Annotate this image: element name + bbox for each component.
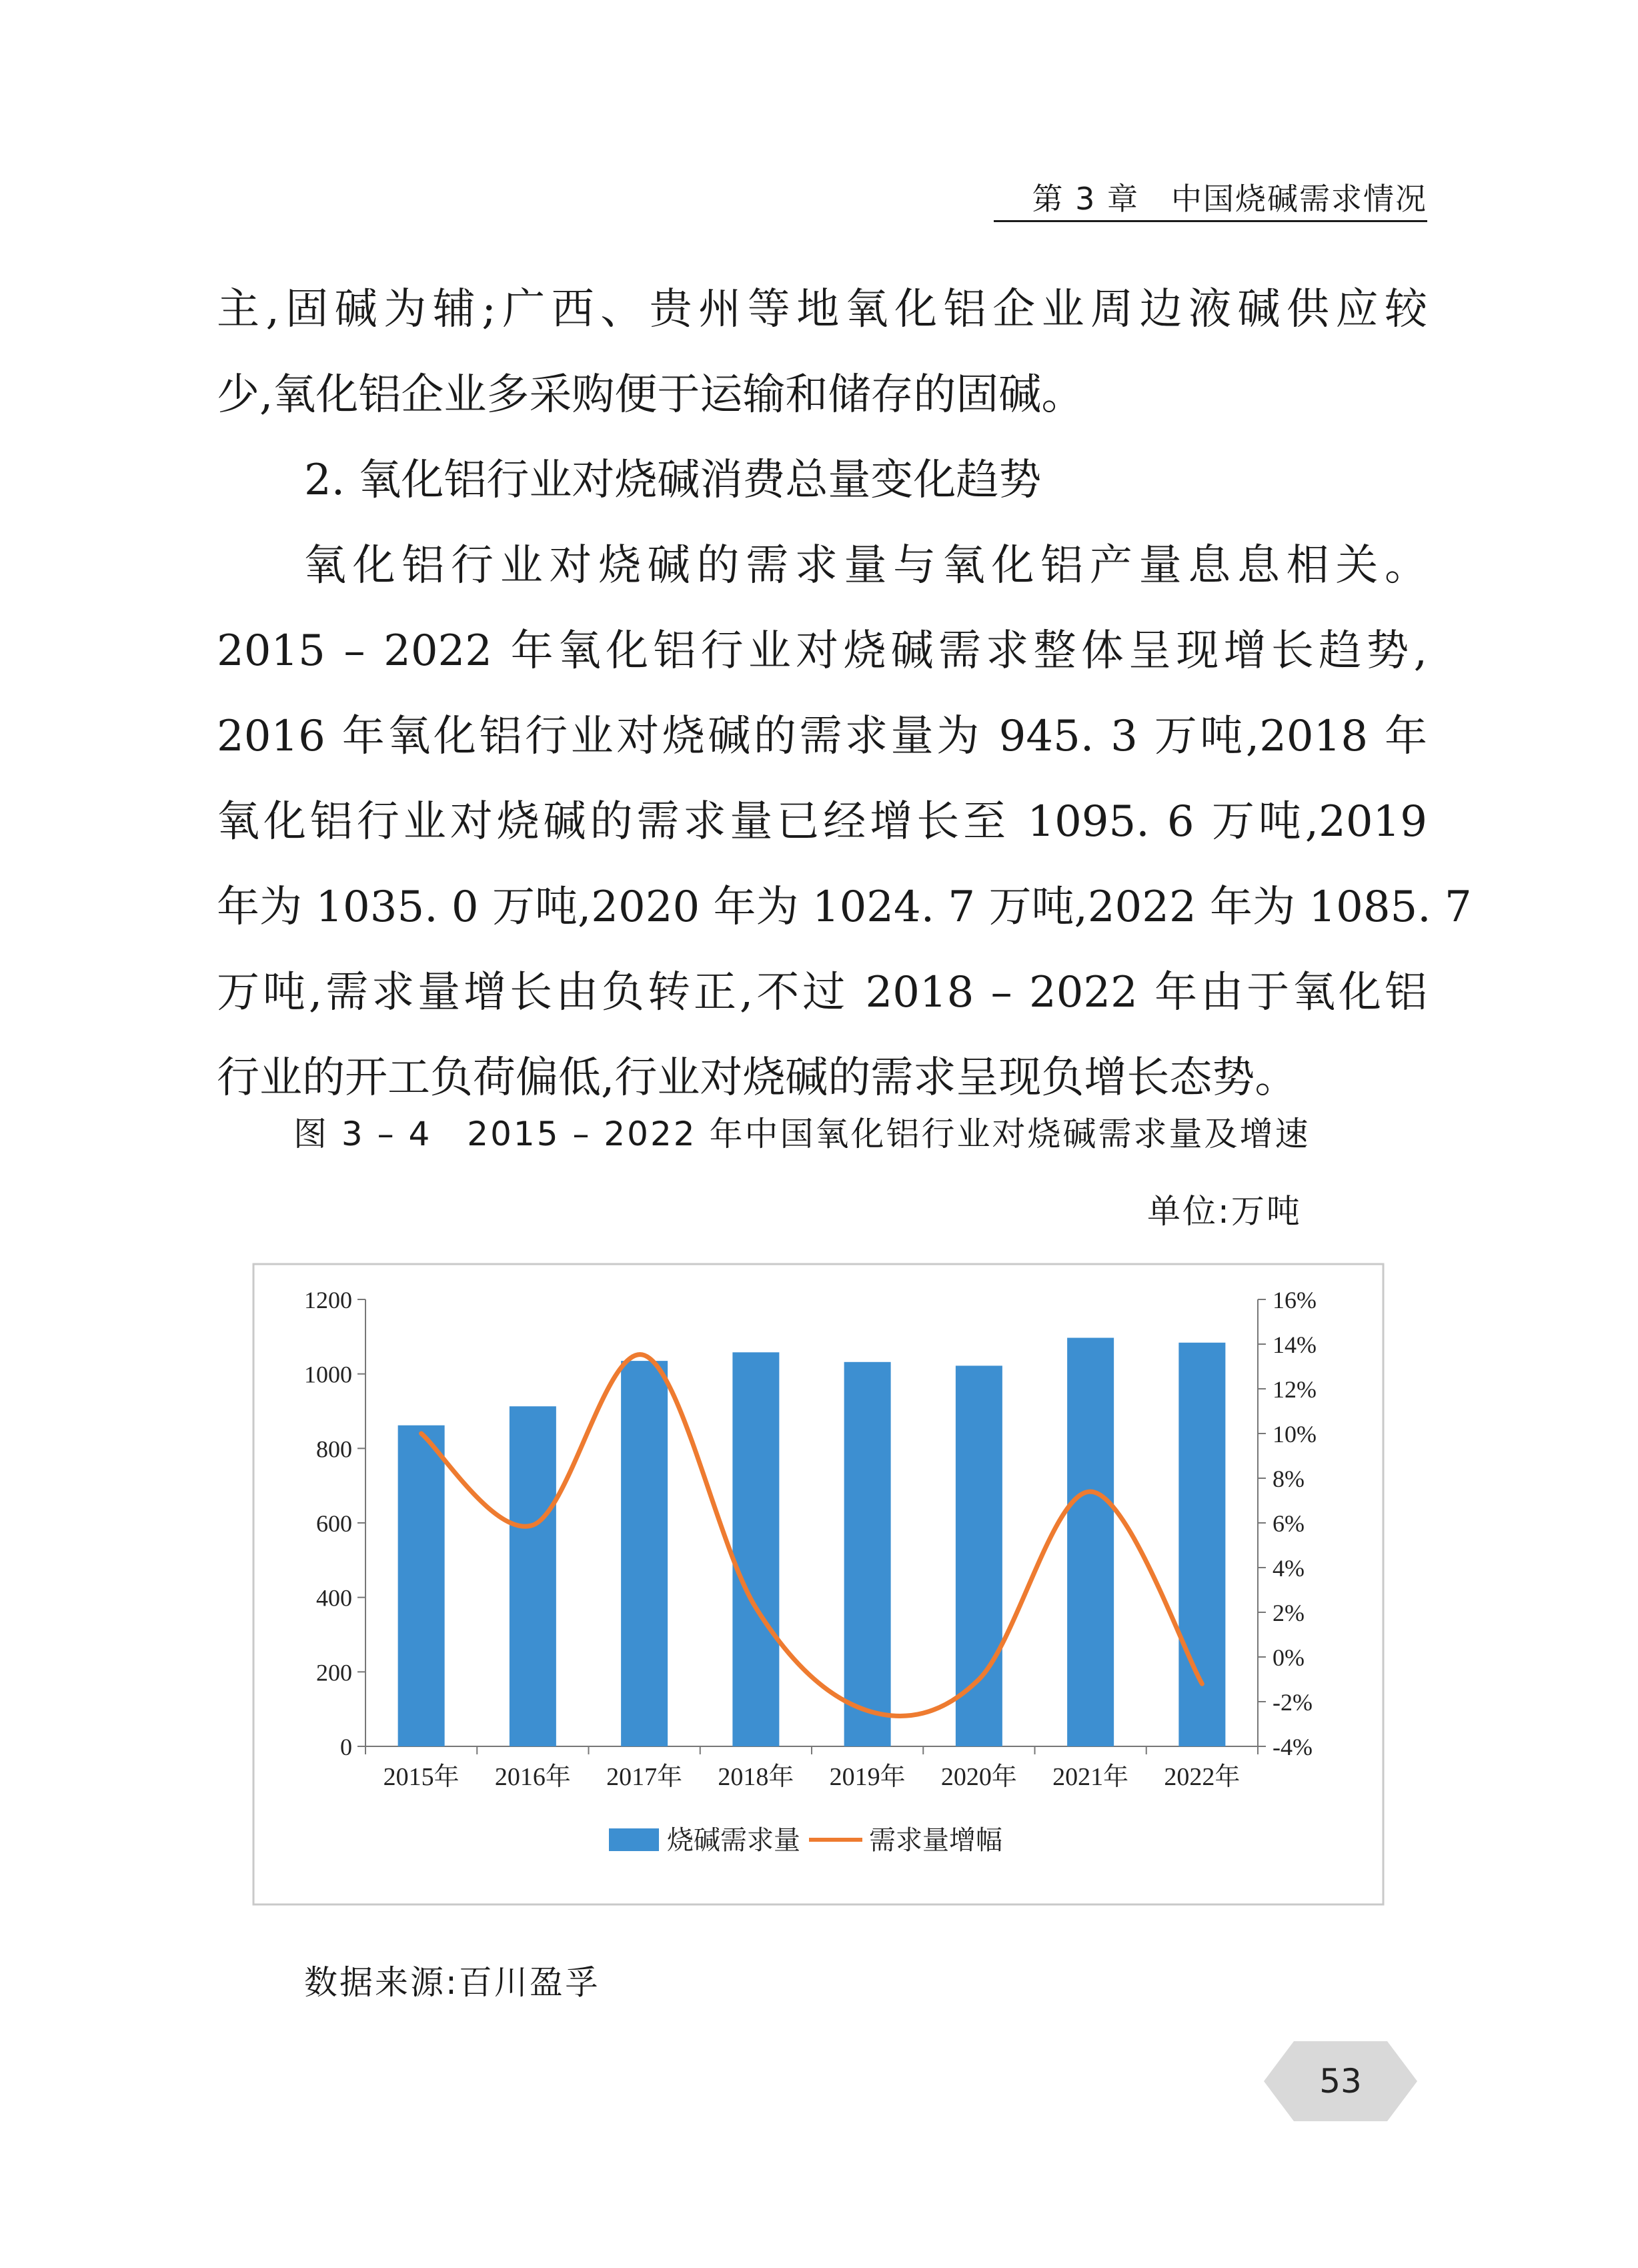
right-tick-label: 0%: [1273, 1644, 1305, 1671]
right-tick-label: -2%: [1273, 1689, 1313, 1716]
right-tick-label: -4%: [1273, 1734, 1313, 1760]
growth-point-2018年: [755, 1607, 756, 1608]
left-tick-label: 400: [316, 1584, 352, 1612]
right-tick-label: 2%: [1273, 1600, 1305, 1626]
page-number: 53: [1319, 2062, 1362, 2101]
bar-2016年: [510, 1406, 556, 1746]
paragraph-2-line-2: 2015 – 2022 年氧化铝行业对烧碱需求整体呈现增长趋势,: [217, 626, 1427, 676]
left-tick-label: 0: [340, 1734, 352, 1760]
right-tick-label: 4%: [1273, 1555, 1305, 1582]
left-tick-label: 600: [316, 1510, 352, 1537]
demand-chart: [252, 1263, 1385, 1906]
x-tick-label: 2020年: [940, 1763, 1017, 1791]
paragraph-2-line-5: 年为 1035. 0 万吨,2020 年为 1024. 7 万吨,2022 年为 1085. 7: [217, 883, 1472, 932]
right-tick-label: 16%: [1273, 1287, 1317, 1313]
right-tick-label: 12%: [1273, 1376, 1317, 1403]
growth-point-2016年: [532, 1524, 534, 1526]
left-tick-label: 1000: [304, 1361, 352, 1388]
paragraph-2-line-3: 2016 年氧化铝行业对烧碱的需求量为 945. 3 万吨,2018 年: [217, 712, 1427, 761]
right-tick-label: 6%: [1273, 1510, 1305, 1537]
paragraph-2-line-6: 万吨,需求量增长由负转正,不过 2018 – 2022 年由于氧化铝: [217, 968, 1427, 1017]
x-tick-label: 2016年: [494, 1763, 571, 1791]
bar-2019年: [844, 1362, 891, 1746]
left-tick-label: 1200: [304, 1287, 352, 1313]
growth-point-2015年: [421, 1433, 422, 1434]
legend-bar-swatch: [609, 1828, 659, 1851]
bar-2017年: [621, 1361, 668, 1746]
right-tick-label: 14%: [1273, 1331, 1317, 1358]
paragraph-2-line-4: 氧化铝行业对烧碱的需求量已经增长至 1095. 6 万吨,2019: [217, 797, 1427, 846]
running-head-rule: [994, 220, 1427, 222]
bar-2018年: [732, 1352, 779, 1746]
growth-point-2020年: [978, 1679, 980, 1680]
left-tick-label: 800: [316, 1436, 352, 1463]
x-tick-label: 2019年: [829, 1763, 906, 1791]
x-tick-label: 2015年: [383, 1763, 460, 1791]
source-note: 数据来源:百川盈孚: [304, 1963, 600, 2002]
bar-2021年: [1067, 1338, 1114, 1746]
legend-bar-label: 烧碱需求量: [667, 1825, 800, 1856]
x-tick-label: 2022年: [1164, 1763, 1241, 1791]
growth-point-2017年: [644, 1355, 645, 1356]
running-head: 第 3 章 中国烧碱需求情况: [1032, 181, 1427, 217]
right-tick-label: 10%: [1273, 1421, 1317, 1448]
legend-line-label: 需求量增幅: [869, 1825, 1002, 1856]
bar-2015年: [398, 1426, 445, 1746]
growth-point-2022年: [1201, 1683, 1202, 1684]
paragraph-2-line-1: 氧化铝行业对烧碱的需求量与氧化铝产量息息相关。: [303, 541, 1427, 590]
paragraph-1-line-2: 少,氧化铝企业多采购便于运输和储存的固碱。: [217, 370, 1084, 420]
paragraph-1-line-1: 主,固碱为辅;广西、贵州等地氧化铝企业周边液碱供应较: [217, 285, 1427, 334]
figure-title: 图 3 – 4 2015 – 2022 年中国氧化铝行业对烧碱需求量及增速: [293, 1115, 1311, 1153]
paragraph-1: [217, 267, 1427, 438]
growth-point-2021年: [1090, 1491, 1091, 1492]
left-tick-label: 200: [316, 1659, 352, 1686]
x-tick-label: 2018年: [718, 1763, 794, 1791]
section-heading: 2. 氧化铝行业对烧碱消费总量变化趋势: [304, 456, 1042, 505]
unit-label: 单位:万吨: [1147, 1192, 1302, 1231]
x-tick-label: 2017年: [606, 1763, 683, 1791]
paragraph-2: [217, 523, 1472, 1121]
growth-point-2019年: [867, 1710, 868, 1711]
right-tick-label: 8%: [1273, 1466, 1305, 1492]
x-tick-label: 2021年: [1052, 1763, 1129, 1791]
bar-2020年: [956, 1365, 1002, 1746]
paragraph-2-line-7: 行业的开工负荷偏低,行业对烧碱的需求呈现负增长态势。: [217, 1053, 1298, 1103]
